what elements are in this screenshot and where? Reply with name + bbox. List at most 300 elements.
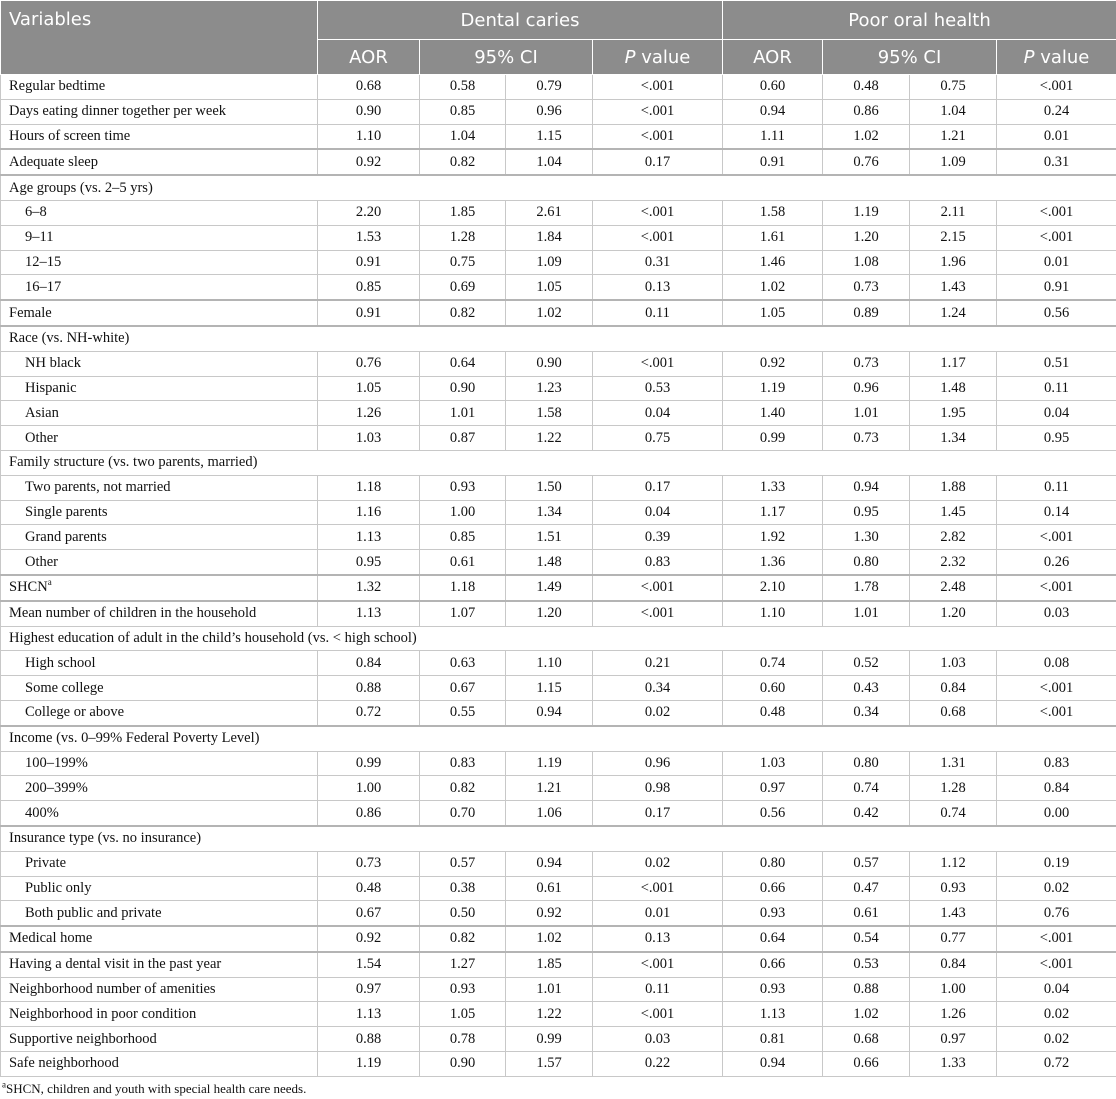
ci-upper: 1.50 bbox=[506, 475, 593, 500]
variable-label-text: College or above bbox=[25, 704, 125, 721]
p-value: <.001 bbox=[593, 124, 723, 149]
variable-label bbox=[1, 300, 318, 326]
aor-value: 1.53 bbox=[318, 225, 420, 250]
p-italic: P bbox=[624, 46, 636, 68]
p-value: 0.72 bbox=[997, 1052, 1116, 1077]
aor-value: 1.92 bbox=[723, 525, 823, 550]
p-value: 0.01 bbox=[997, 124, 1116, 149]
aor-value: 0.99 bbox=[318, 751, 420, 776]
variable-label-text: Adequate sleep bbox=[9, 153, 98, 170]
p-value: <.001 bbox=[997, 575, 1116, 601]
ci-upper: 1.48 bbox=[910, 376, 997, 401]
ci-upper: 1.85 bbox=[506, 952, 593, 977]
section-label: Age groups (vs. 2–5 yrs) bbox=[1, 175, 1116, 200]
ci-upper: 1.43 bbox=[910, 275, 997, 300]
aor-value: 0.48 bbox=[723, 700, 823, 725]
ci-upper: 1.15 bbox=[506, 124, 593, 149]
p-value: 0.26 bbox=[997, 550, 1116, 575]
ci-upper: 1.96 bbox=[910, 250, 997, 275]
ci-lower: 1.02 bbox=[823, 1002, 910, 1027]
variable-label-text: Asian bbox=[25, 404, 59, 421]
ci-lower: 1.00 bbox=[420, 500, 506, 525]
table-row bbox=[1, 977, 1116, 1002]
aor-value: 0.97 bbox=[723, 776, 823, 801]
p-value: <.001 bbox=[997, 952, 1116, 977]
ci-lower: 0.74 bbox=[823, 776, 910, 801]
ci-lower: 0.95 bbox=[823, 500, 910, 525]
variable-label bbox=[1, 575, 318, 601]
aor-value: 1.13 bbox=[318, 601, 420, 626]
ci-upper: 0.61 bbox=[506, 876, 593, 901]
p-value: <.001 bbox=[997, 700, 1116, 725]
ci-lower: 0.86 bbox=[823, 99, 910, 124]
ci-upper: 0.79 bbox=[506, 75, 593, 100]
variable-label bbox=[1, 801, 318, 826]
ci-upper: 2.32 bbox=[910, 550, 997, 575]
ci-lower: 1.27 bbox=[420, 952, 506, 977]
ci-lower: 0.47 bbox=[823, 876, 910, 901]
aor-value: 1.19 bbox=[723, 376, 823, 401]
ci-lower: 0.57 bbox=[420, 851, 506, 876]
variable-label bbox=[1, 676, 318, 701]
aor-value: 0.92 bbox=[723, 351, 823, 376]
ci-upper: 2.11 bbox=[910, 200, 997, 225]
p-value: 0.01 bbox=[997, 250, 1116, 275]
variable-label-text: Mean number of children in the household bbox=[9, 605, 257, 622]
ci-upper: 0.94 bbox=[506, 851, 593, 876]
table-row bbox=[1, 500, 1116, 525]
table-row bbox=[1, 651, 1116, 676]
ci-lower: 0.89 bbox=[823, 300, 910, 326]
variable-label bbox=[1, 525, 318, 550]
ci-lower: 0.82 bbox=[420, 149, 506, 175]
table-row bbox=[1, 475, 1116, 500]
table-row bbox=[1, 700, 1116, 725]
ci-lower: 1.07 bbox=[420, 601, 506, 626]
ci-upper: 1.22 bbox=[506, 1002, 593, 1027]
aor-value: 0.91 bbox=[318, 300, 420, 326]
table-row bbox=[1, 99, 1116, 124]
ci-lower: 0.80 bbox=[823, 550, 910, 575]
ci-lower: 1.01 bbox=[420, 401, 506, 426]
ci-upper: 1.28 bbox=[910, 776, 997, 801]
section-label: Highest education of adult in the child’s household (vs. < high school) bbox=[1, 626, 1116, 651]
table-row bbox=[1, 300, 1116, 326]
table-row bbox=[1, 275, 1116, 300]
table-row bbox=[1, 926, 1116, 952]
variable-label bbox=[1, 1052, 318, 1077]
p-value-header bbox=[593, 40, 723, 75]
ci-lower: 0.43 bbox=[823, 676, 910, 701]
table-row bbox=[1, 601, 1116, 626]
aor-value: 1.10 bbox=[318, 124, 420, 149]
variable-label bbox=[1, 901, 318, 926]
ci-upper: 1.10 bbox=[506, 651, 593, 676]
variable-label-text: Safe neighborhood bbox=[9, 1055, 119, 1072]
table-row bbox=[1, 525, 1116, 550]
ci-upper: 0.99 bbox=[506, 1027, 593, 1052]
p-value: <.001 bbox=[593, 952, 723, 977]
ci-upper: 1.88 bbox=[910, 475, 997, 500]
ci-upper: 1.12 bbox=[910, 851, 997, 876]
aor-value: 0.91 bbox=[318, 250, 420, 275]
p-value: 0.03 bbox=[997, 601, 1116, 626]
ci-lower: 0.87 bbox=[420, 426, 506, 451]
ci-lower: 0.55 bbox=[420, 700, 506, 725]
table-row bbox=[1, 1002, 1116, 1027]
variable-label bbox=[1, 250, 318, 275]
table-row bbox=[1, 550, 1116, 575]
aor-value: 1.03 bbox=[723, 751, 823, 776]
p-value: 0.01 bbox=[593, 901, 723, 926]
table-row bbox=[1, 1052, 1116, 1077]
ci-lower: 1.78 bbox=[823, 575, 910, 601]
variable-label bbox=[1, 275, 318, 300]
ci-upper: 1.24 bbox=[910, 300, 997, 326]
ci-lower: 0.58 bbox=[420, 75, 506, 100]
variable-label bbox=[1, 700, 318, 725]
variable-label-text: Private bbox=[25, 855, 67, 872]
p-value: 0.98 bbox=[593, 776, 723, 801]
p-value: 0.21 bbox=[593, 651, 723, 676]
ci-lower: 1.18 bbox=[420, 575, 506, 601]
p-value: <.001 bbox=[593, 200, 723, 225]
p-value: 0.34 bbox=[593, 676, 723, 701]
ci-lower: 0.90 bbox=[420, 376, 506, 401]
ci-lower: 0.76 bbox=[823, 149, 910, 175]
variable-label bbox=[1, 550, 318, 575]
table-row bbox=[1, 801, 1116, 826]
table-header bbox=[1, 1, 1116, 75]
p-value: 0.04 bbox=[593, 500, 723, 525]
ci-upper: 1.09 bbox=[506, 250, 593, 275]
variables-header: Variables bbox=[1, 1, 318, 75]
p-value: 0.19 bbox=[997, 851, 1116, 876]
aor-header: AOR bbox=[723, 40, 823, 75]
p-value: <.001 bbox=[593, 1002, 723, 1027]
ci-upper: 1.00 bbox=[910, 977, 997, 1002]
p-value: 0.84 bbox=[997, 776, 1116, 801]
p-value: <.001 bbox=[997, 75, 1116, 100]
variable-label bbox=[1, 75, 318, 100]
variable-label-text: Single parents bbox=[25, 503, 108, 520]
variable-label bbox=[1, 1002, 318, 1027]
p-value: 0.02 bbox=[997, 1002, 1116, 1027]
p-value: 0.11 bbox=[593, 977, 723, 1002]
aor-value: 1.03 bbox=[318, 426, 420, 451]
ci-upper: 1.05 bbox=[506, 275, 593, 300]
footnote-marker: a bbox=[2, 1079, 6, 1090]
footnote bbox=[2, 1081, 306, 1097]
aor-value: 2.20 bbox=[318, 200, 420, 225]
ci-lower: 0.48 bbox=[823, 75, 910, 100]
p-value: <.001 bbox=[593, 351, 723, 376]
variable-label-text: 400% bbox=[25, 804, 59, 821]
variable-label-text: Female bbox=[9, 304, 52, 321]
p-value: 0.04 bbox=[997, 401, 1116, 426]
aor-value: 0.92 bbox=[318, 149, 420, 175]
ci-lower: 0.66 bbox=[823, 1052, 910, 1077]
ci-lower: 1.04 bbox=[420, 124, 506, 149]
ci-lower: 0.68 bbox=[823, 1027, 910, 1052]
aor-value: 2.10 bbox=[723, 575, 823, 601]
ci-lower: 0.83 bbox=[420, 751, 506, 776]
aor-value: 0.99 bbox=[723, 426, 823, 451]
variable-label-text: 9–11 bbox=[25, 229, 54, 246]
ci-upper: 1.57 bbox=[506, 1052, 593, 1077]
ci-upper: 1.49 bbox=[506, 575, 593, 601]
table-row bbox=[1, 351, 1116, 376]
ci-lower: 1.02 bbox=[823, 124, 910, 149]
p-value: <.001 bbox=[593, 876, 723, 901]
ci-upper: 2.61 bbox=[506, 200, 593, 225]
ci-lower: 0.38 bbox=[420, 876, 506, 901]
ci-lower: 0.67 bbox=[420, 676, 506, 701]
aor-value: 0.72 bbox=[318, 700, 420, 725]
ci-header: 95% CI bbox=[823, 40, 997, 75]
ci-upper: 1.51 bbox=[506, 525, 593, 550]
aor-value: 0.84 bbox=[318, 651, 420, 676]
ci-lower: 0.96 bbox=[823, 376, 910, 401]
aor-value: 1.40 bbox=[723, 401, 823, 426]
ci-upper: 1.23 bbox=[506, 376, 593, 401]
p-value: 0.56 bbox=[997, 300, 1116, 326]
p-value: 0.03 bbox=[593, 1027, 723, 1052]
ci-upper: 2.48 bbox=[910, 575, 997, 601]
p-value: 0.83 bbox=[593, 550, 723, 575]
variable-label-text: 16–17 bbox=[25, 278, 62, 295]
p-value: 0.08 bbox=[997, 651, 1116, 676]
ci-lower: 0.90 bbox=[420, 1052, 506, 1077]
ci-lower: 1.05 bbox=[420, 1002, 506, 1027]
ci-lower: 0.85 bbox=[420, 99, 506, 124]
ci-lower: 1.20 bbox=[823, 225, 910, 250]
ci-upper: 1.20 bbox=[910, 601, 997, 626]
ci-lower: 0.52 bbox=[823, 651, 910, 676]
variable-label bbox=[1, 124, 318, 149]
aor-value: 1.00 bbox=[318, 776, 420, 801]
section-header-row bbox=[1, 826, 1116, 851]
variable-label bbox=[1, 876, 318, 901]
variable-label-text: 200–399% bbox=[25, 779, 88, 796]
aor-value: 0.67 bbox=[318, 901, 420, 926]
footnote-text: SHCN, children and youth with special health care needs. bbox=[6, 1081, 307, 1096]
aor-value: 0.88 bbox=[318, 1027, 420, 1052]
table-row bbox=[1, 751, 1116, 776]
aor-value: 1.58 bbox=[723, 200, 823, 225]
ci-upper: 1.17 bbox=[910, 351, 997, 376]
ci-lower: 1.85 bbox=[420, 200, 506, 225]
aor-value: 0.73 bbox=[318, 851, 420, 876]
p-value: 0.00 bbox=[997, 801, 1116, 826]
aor-value: 0.76 bbox=[318, 351, 420, 376]
variable-label-text: Hispanic bbox=[25, 379, 77, 396]
section-header-row bbox=[1, 726, 1116, 751]
ci-upper: 1.48 bbox=[506, 550, 593, 575]
p-value: <.001 bbox=[997, 926, 1116, 952]
ci-lower: 0.80 bbox=[823, 751, 910, 776]
ci-lower: 1.30 bbox=[823, 525, 910, 550]
section-label: Race (vs. NH-white) bbox=[1, 326, 1116, 351]
poor-oral-health-header: Poor oral health bbox=[723, 1, 1116, 40]
ci-lower: 0.63 bbox=[420, 651, 506, 676]
variable-label-text: Two parents, not married bbox=[25, 479, 171, 496]
table-row bbox=[1, 376, 1116, 401]
table-row bbox=[1, 876, 1116, 901]
aor-value: 1.11 bbox=[723, 124, 823, 149]
p-value: <.001 bbox=[593, 225, 723, 250]
aor-value: 1.46 bbox=[723, 250, 823, 275]
section-header-row bbox=[1, 326, 1116, 351]
table-row bbox=[1, 776, 1116, 801]
ci-upper: 1.03 bbox=[910, 651, 997, 676]
aor-value: 0.74 bbox=[723, 651, 823, 676]
aor-value: 1.05 bbox=[723, 300, 823, 326]
p-value-text: value bbox=[635, 46, 691, 68]
ci-lower: 0.73 bbox=[823, 351, 910, 376]
ci-upper: 1.26 bbox=[910, 1002, 997, 1027]
ci-upper: 0.75 bbox=[910, 75, 997, 100]
table-row bbox=[1, 575, 1116, 601]
p-value: 0.02 bbox=[997, 1027, 1116, 1052]
variable-label bbox=[1, 149, 318, 175]
ci-lower: 0.94 bbox=[823, 475, 910, 500]
table-row bbox=[1, 851, 1116, 876]
p-value: <.001 bbox=[593, 99, 723, 124]
section-header-row bbox=[1, 175, 1116, 200]
aor-value: 0.88 bbox=[318, 676, 420, 701]
variable-label bbox=[1, 651, 318, 676]
p-value: 0.96 bbox=[593, 751, 723, 776]
ci-upper: 1.01 bbox=[506, 977, 593, 1002]
p-value: 0.76 bbox=[997, 901, 1116, 926]
p-value: 0.14 bbox=[997, 500, 1116, 525]
aor-value: 1.54 bbox=[318, 952, 420, 977]
variable-label bbox=[1, 851, 318, 876]
variable-label-text: Supportive neighborhood bbox=[9, 1030, 157, 1047]
ci-lower: 1.19 bbox=[823, 200, 910, 225]
aor-value: 0.68 bbox=[318, 75, 420, 100]
variable-label bbox=[1, 1027, 318, 1052]
ci-lower: 0.73 bbox=[823, 426, 910, 451]
aor-value: 0.85 bbox=[318, 275, 420, 300]
ci-lower: 1.01 bbox=[823, 401, 910, 426]
aor-value: 0.86 bbox=[318, 801, 420, 826]
section-header-row bbox=[1, 626, 1116, 651]
ci-upper: 0.92 bbox=[506, 901, 593, 926]
variable-label-text: Medical home bbox=[9, 930, 93, 947]
ci-lower: 0.93 bbox=[420, 977, 506, 1002]
ci-upper: 1.02 bbox=[506, 300, 593, 326]
variable-label-text: Having a dental visit in the past year bbox=[9, 956, 222, 973]
variable-label bbox=[1, 751, 318, 776]
aor-value: 0.91 bbox=[723, 149, 823, 175]
aor-value: 0.90 bbox=[318, 99, 420, 124]
table-row bbox=[1, 124, 1116, 149]
table-row bbox=[1, 901, 1116, 926]
ci-lower: 0.53 bbox=[823, 952, 910, 977]
variable-label bbox=[1, 475, 318, 500]
aor-value: 0.94 bbox=[723, 1052, 823, 1077]
aor-value: 0.93 bbox=[723, 901, 823, 926]
section-header-row bbox=[1, 450, 1116, 475]
variable-label bbox=[1, 601, 318, 626]
aor-value: 0.48 bbox=[318, 876, 420, 901]
ci-upper: 1.21 bbox=[910, 124, 997, 149]
variable-label-text: Other bbox=[25, 429, 59, 446]
table-row bbox=[1, 225, 1116, 250]
ci-upper: 1.34 bbox=[506, 500, 593, 525]
ci-upper: 1.31 bbox=[910, 751, 997, 776]
p-value: 0.13 bbox=[593, 926, 723, 952]
ci-upper: 1.84 bbox=[506, 225, 593, 250]
variable-label-text: Grand parents bbox=[25, 528, 107, 545]
ci-upper: 0.97 bbox=[910, 1027, 997, 1052]
variable-label-text: Days eating dinner together per week bbox=[9, 103, 227, 120]
ci-lower: 0.50 bbox=[420, 901, 506, 926]
section-label: Income (vs. 0–99% Federal Poverty Level) bbox=[1, 726, 1116, 751]
table-row bbox=[1, 952, 1116, 977]
ci-upper: 0.94 bbox=[506, 700, 593, 725]
ci-upper: 1.04 bbox=[910, 99, 997, 124]
aor-value: 1.18 bbox=[318, 475, 420, 500]
p-value: 0.24 bbox=[997, 99, 1116, 124]
aor-value: 1.02 bbox=[723, 275, 823, 300]
aor-value: 1.13 bbox=[723, 1002, 823, 1027]
aor-value: 1.19 bbox=[318, 1052, 420, 1077]
aor-value: 1.05 bbox=[318, 376, 420, 401]
aor-value: 1.33 bbox=[723, 475, 823, 500]
ci-lower: 1.28 bbox=[420, 225, 506, 250]
variable-label bbox=[1, 926, 318, 952]
aor-value: 1.26 bbox=[318, 401, 420, 426]
p-value: <.001 bbox=[997, 525, 1116, 550]
p-value: 0.31 bbox=[997, 149, 1116, 175]
aor-value: 1.16 bbox=[318, 500, 420, 525]
p-value: <.001 bbox=[593, 75, 723, 100]
table-body bbox=[1, 75, 1116, 1077]
p-value: 0.17 bbox=[593, 149, 723, 175]
table-row bbox=[1, 75, 1116, 100]
variable-label bbox=[1, 401, 318, 426]
p-value: 0.11 bbox=[997, 475, 1116, 500]
p-value-header bbox=[997, 40, 1116, 75]
p-value: 0.51 bbox=[997, 351, 1116, 376]
ci-upper: 2.82 bbox=[910, 525, 997, 550]
dental-caries-header: Dental caries bbox=[318, 1, 723, 40]
ci-upper: 1.15 bbox=[506, 676, 593, 701]
aor-value: 0.56 bbox=[723, 801, 823, 826]
variable-label bbox=[1, 225, 318, 250]
aor-value: 0.81 bbox=[723, 1027, 823, 1052]
aor-value: 0.60 bbox=[723, 75, 823, 100]
variable-label-text: Regular bedtime bbox=[9, 78, 106, 95]
ci-upper: 0.93 bbox=[910, 876, 997, 901]
variable-label-text: Neighborhood in poor condition bbox=[9, 1005, 197, 1022]
ci-lower: 0.64 bbox=[420, 351, 506, 376]
table-row bbox=[1, 1027, 1116, 1052]
ci-header: 95% CI bbox=[420, 40, 593, 75]
p-value: 0.04 bbox=[997, 977, 1116, 1002]
aor-value: 1.61 bbox=[723, 225, 823, 250]
aor-value: 0.92 bbox=[318, 926, 420, 952]
aor-value: 1.17 bbox=[723, 500, 823, 525]
table-row bbox=[1, 426, 1116, 451]
ci-upper: 0.96 bbox=[506, 99, 593, 124]
ci-lower: 0.73 bbox=[823, 275, 910, 300]
aor-value: 1.10 bbox=[723, 601, 823, 626]
ci-lower: 0.70 bbox=[420, 801, 506, 826]
